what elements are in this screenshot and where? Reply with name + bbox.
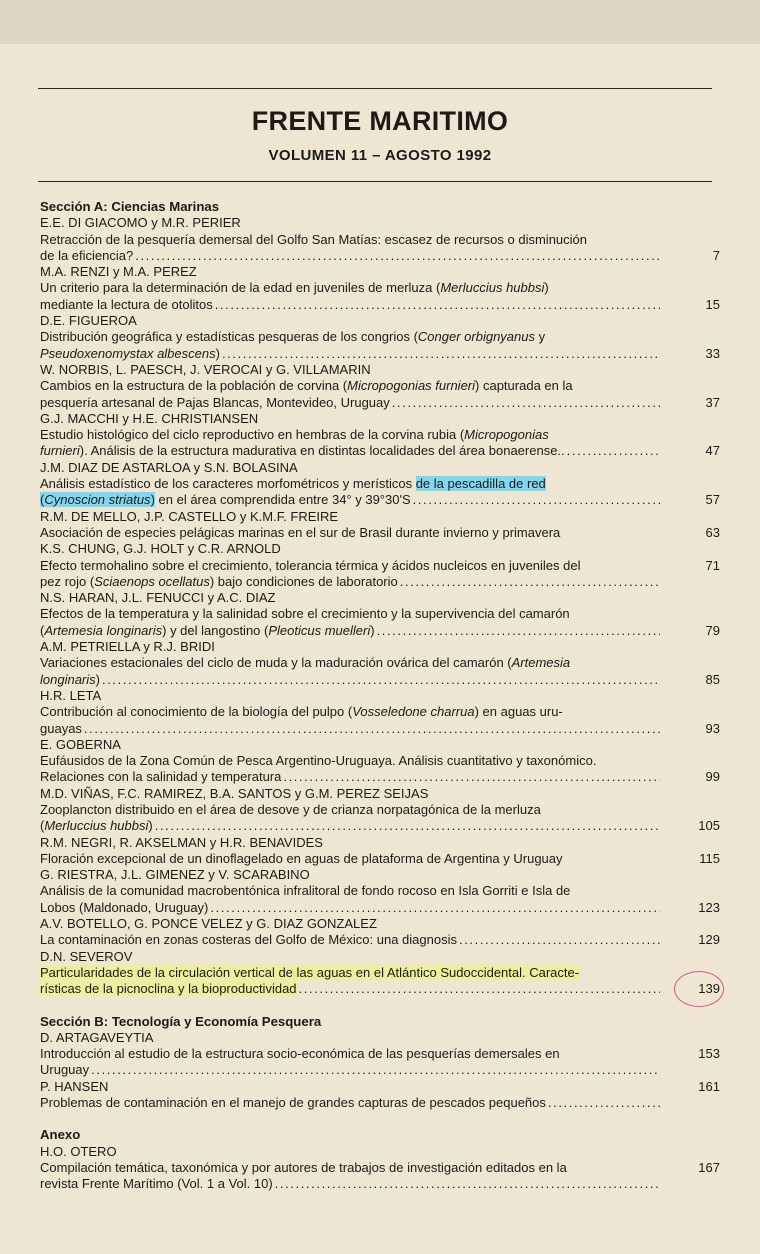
entry-title-line bbox=[40, 574, 660, 590]
entry-title bbox=[40, 378, 660, 411]
entry-title-line bbox=[40, 248, 660, 264]
section-gap bbox=[40, 998, 720, 1014]
toc-section bbox=[40, 1111, 720, 1192]
entry-page-number: 93 bbox=[705, 720, 720, 736]
entry-page-number: 71 bbox=[705, 557, 720, 573]
species-name: Micropogonias bbox=[464, 427, 549, 443]
entry-page-number: 129 bbox=[698, 932, 720, 948]
entry-title-line bbox=[40, 280, 660, 296]
species-name: Cynoscion striatus bbox=[44, 492, 151, 508]
entry-page-number: 37 bbox=[705, 394, 720, 410]
entry-authors: A.V. BOTELLO, G. PONCE VELEZ y G. DIAZ GONZALEZ bbox=[40, 916, 377, 932]
entry-page-number: 115 bbox=[699, 850, 720, 866]
toc-section bbox=[40, 199, 720, 998]
entry-page-number: 7 bbox=[712, 247, 720, 263]
title-text: Análisis estadístico de los caracteres morfométricos y merísticos bbox=[40, 476, 416, 492]
species-name: Merluccius hubbsi bbox=[44, 818, 149, 834]
title-text: ) bbox=[370, 622, 375, 638]
entry-page-number: 167 bbox=[698, 1160, 720, 1176]
entry-title-line bbox=[40, 606, 660, 622]
title-text: Contribución al conocimiento de la biología del pulpo ( bbox=[40, 704, 353, 720]
title-text: La contaminación en zonas costeras del Golfo de México: una diagnosis bbox=[40, 932, 457, 948]
toc-entry[interactable] bbox=[40, 1030, 720, 1079]
entry-title-line bbox=[40, 1095, 660, 1111]
title-text: ) capturada en la bbox=[475, 378, 573, 394]
toc-entry[interactable] bbox=[40, 509, 720, 542]
title-text: Distribución geográfica y estadísticas pesqueras de los congrios ( bbox=[40, 329, 418, 345]
title-text: Uruguay bbox=[40, 1062, 90, 1078]
entry-title-line bbox=[40, 443, 660, 459]
entry-authors: R.M. DE MELLO, J.P. CASTELLO y K.M.F. FREIRE bbox=[40, 508, 339, 524]
entry-title-line bbox=[40, 672, 660, 688]
entry-page-number: 99 bbox=[705, 769, 720, 785]
entry-title bbox=[40, 965, 660, 998]
toc-entry[interactable] bbox=[40, 460, 720, 509]
toc-entry[interactable] bbox=[40, 1079, 720, 1112]
entry-page-number: 57 bbox=[705, 492, 720, 508]
entry-title bbox=[40, 655, 660, 688]
entry-title-line bbox=[40, 297, 660, 313]
entry-page-number: 85 bbox=[705, 671, 720, 687]
entry-page-number: 161 bbox=[698, 1079, 720, 1095]
title-text: Compilación temática, taxonómica y por autores de trabajos de investigación editados en la bbox=[40, 1159, 567, 1175]
entry-title-line bbox=[40, 623, 660, 639]
title-text: Un criterio para la determinación de la edad en juveniles de merluza ( bbox=[40, 280, 441, 296]
species-name: Pleoticus muelleri bbox=[268, 622, 371, 638]
page-number-circle-mark bbox=[674, 971, 724, 1007]
entry-title-line bbox=[40, 655, 660, 671]
entry-title-line bbox=[40, 1160, 660, 1176]
toc-entry[interactable] bbox=[40, 949, 720, 998]
title-text: Relaciones con la salinidad y temperatura bbox=[40, 769, 282, 785]
title-text: en el área comprendida entre 34° y 39°30'S bbox=[154, 492, 411, 508]
toc-entry[interactable] bbox=[40, 362, 720, 411]
toc-entry[interactable] bbox=[40, 737, 720, 786]
entry-authors: G.J. MACCHI y H.E. CHRISTIANSEN bbox=[40, 410, 259, 426]
entry-title bbox=[40, 1160, 660, 1193]
title-text: de la pescadilla de red bbox=[415, 476, 546, 492]
entry-title-line bbox=[40, 900, 660, 916]
entry-authors: K.S. CHUNG, G.J. HOLT y C.R. ARNOLD bbox=[40, 541, 281, 557]
top-rule bbox=[38, 88, 712, 89]
title-text: ( bbox=[40, 622, 45, 638]
title-text: Introducción al estudio de la estructura socio-económica de las pesquerías demersales en bbox=[40, 1046, 560, 1062]
title-text: Efectos de la temperatura y la salinidad sobre el crecimiento y la supervivencia del camarón bbox=[40, 606, 570, 622]
entry-title-line bbox=[40, 1176, 660, 1192]
entry-title bbox=[40, 427, 660, 460]
title-text: guayas bbox=[40, 720, 82, 736]
title-text: ) bbox=[150, 492, 155, 508]
toc-entry[interactable] bbox=[40, 867, 720, 916]
entry-title-line bbox=[40, 965, 660, 981]
title-text: ( bbox=[40, 818, 45, 834]
entry-title-line bbox=[40, 395, 660, 411]
entry-title-line bbox=[40, 981, 660, 997]
entry-title-line bbox=[40, 492, 660, 508]
title-text: Lobos (Maldonado, Uruguay) bbox=[40, 899, 209, 915]
title-text: Análisis de la comunidad macrobentónica infralitoral de fondo rocoso en Isla Gorriti e Isla de bbox=[40, 883, 571, 899]
entry-title bbox=[40, 232, 660, 265]
title-text: ) bbox=[148, 818, 153, 834]
entry-page-number: 139 bbox=[660, 981, 720, 997]
toc-entry[interactable] bbox=[40, 264, 720, 313]
journal-title: FRENTE MARITIMO bbox=[251, 106, 509, 136]
entry-title bbox=[40, 329, 660, 362]
entry-title bbox=[40, 883, 660, 916]
toc-entry[interactable] bbox=[40, 639, 720, 688]
entry-title bbox=[40, 606, 660, 639]
species-name: furnieri bbox=[40, 443, 80, 459]
species-name: Artemesia bbox=[511, 655, 571, 671]
species-name: Micropogonias furnieri bbox=[347, 378, 476, 394]
species-name: Merluccius hubbsi bbox=[440, 280, 545, 296]
entry-authors: J.M. DIAZ DE ASTARLOA y S.N. BOLASINA bbox=[40, 459, 298, 475]
toc-entry[interactable] bbox=[40, 786, 720, 835]
species-name: Conger orbignyanus bbox=[417, 329, 535, 345]
header-bottom-rule bbox=[38, 181, 712, 182]
species-name: Vosseledone charrua bbox=[352, 704, 475, 720]
entry-title-line bbox=[40, 818, 660, 834]
title-text: pez rojo ( bbox=[40, 573, 95, 589]
title-text: revista Frente Marítimo (Vol. 1 a Vol. 10) bbox=[40, 1176, 273, 1192]
entry-page-number: 33 bbox=[705, 345, 720, 361]
section-heading: Sección B: Tecnología y Economía Pesquera bbox=[40, 1013, 322, 1029]
title-text: ). Análisis de la estructura madurativa en distintas localidades del área bonaerense.. bbox=[79, 443, 565, 459]
entry-title-line bbox=[40, 721, 660, 737]
entry-title-line bbox=[40, 525, 660, 541]
entry-title-line bbox=[40, 427, 660, 443]
toc-entry[interactable] bbox=[40, 411, 720, 460]
entry-authors: N.S. HARAN, J.L. FENUCCI y A.C. DIAZ bbox=[40, 590, 276, 606]
entry-page-number: 105 bbox=[698, 818, 720, 834]
entry-title bbox=[40, 851, 660, 867]
toc-entry[interactable] bbox=[40, 1144, 720, 1193]
title-text: Retracción de la pesquería demersal del Golfo San Matías: escasez de recursos o disminución bbox=[40, 231, 588, 247]
entry-authors: R.M. NEGRI, R. AKSELMAN y H.R. BENAVIDES bbox=[40, 834, 323, 850]
title-text: mediante la lectura de otolitos bbox=[40, 296, 213, 312]
entry-title-line bbox=[40, 753, 660, 769]
table-of-contents bbox=[40, 199, 720, 1193]
toc-entry[interactable] bbox=[40, 590, 720, 639]
title-text: y bbox=[535, 329, 546, 345]
title-text: Floración excepcional de un dinoflagelado en aguas de plataforma de Argentina y Uruguay bbox=[40, 850, 563, 866]
entry-title-line bbox=[40, 769, 660, 785]
title-text: Variaciones estacionales del ciclo de muda y la maduración ovárica del camarón ( bbox=[40, 655, 512, 671]
entry-title-line bbox=[40, 232, 660, 248]
entry-authors: H.R. LETA bbox=[40, 687, 102, 703]
title-text: ) bbox=[544, 280, 549, 296]
entry-title-line bbox=[40, 1062, 660, 1078]
entry-authors: E. GOBERNA bbox=[40, 736, 121, 752]
entry-authors: H.O. OTERO bbox=[40, 1143, 117, 1159]
entry-title bbox=[40, 932, 660, 948]
title-text: ) y del langostino ( bbox=[162, 622, 269, 638]
species-name: longinaris bbox=[40, 671, 96, 687]
entry-title bbox=[40, 1095, 660, 1111]
entry-page-number: 123 bbox=[698, 899, 720, 915]
title-text: Efecto termohalino sobre el crecimiento, tolerancia térmica y ácidos nucleicos en juveniles del bbox=[40, 557, 581, 573]
title-text: ) bbox=[215, 345, 220, 361]
toc-section bbox=[40, 998, 720, 1112]
title-text: ) bajo condiciones de laboratorio bbox=[209, 573, 398, 589]
section-heading: Sección A: Ciencias Marinas bbox=[40, 199, 220, 214]
entry-authors: D. ARTAGAVEYTIA bbox=[40, 1029, 154, 1045]
entry-title-line bbox=[40, 1046, 660, 1062]
toc-entry[interactable] bbox=[40, 541, 720, 590]
toc-entry[interactable] bbox=[40, 688, 720, 737]
entry-authors: P. HANSEN bbox=[40, 1078, 109, 1094]
entry-title-line bbox=[40, 476, 660, 492]
title-text: pesquería artesanal de Pajas Blancas, Montevideo, Uruguay bbox=[40, 394, 390, 410]
section-gap bbox=[40, 1111, 720, 1127]
species-name: Pseudoxenomystax albescens bbox=[40, 345, 216, 361]
entry-title bbox=[40, 476, 660, 509]
entry-authors: W. NORBIS, L. PAESCH, J. VEROCAI y G. VILLAMARIN bbox=[40, 361, 371, 377]
volume-subtitle: VOLUMEN 11 – AGOSTO 1992 bbox=[268, 147, 492, 164]
entry-title-line bbox=[40, 851, 660, 867]
entry-page-number: 47 bbox=[705, 443, 720, 459]
entry-title-line bbox=[40, 704, 660, 720]
entry-title-line bbox=[40, 883, 660, 899]
title-text: rísticas de la picnoclina y la bioproductividad bbox=[40, 981, 297, 997]
entry-page-number: 153 bbox=[698, 1046, 720, 1062]
entry-title bbox=[40, 753, 660, 786]
entry-title-line bbox=[40, 378, 660, 394]
entry-title-line bbox=[40, 329, 660, 345]
entry-page-number: 63 bbox=[705, 524, 720, 540]
title-text: ) en aguas uru- bbox=[474, 704, 563, 720]
title-text: Particularidades de la circulación vertical de las aguas en el Atlántico Sudoccidental. Caracte- bbox=[40, 964, 580, 980]
title-text: Estudio histológico del ciclo reproductivo en hembras de la corvina rubia ( bbox=[40, 427, 465, 443]
title-text: Asociación de especies pelágicas marinas en el sur de Brasil durante invierno y primavera bbox=[40, 524, 561, 540]
title-text: de la eficiencia? bbox=[40, 247, 134, 263]
section-heading: Anexo bbox=[40, 1127, 81, 1143]
entry-title-line bbox=[40, 346, 660, 362]
entry-title bbox=[40, 525, 660, 541]
toc-entry[interactable] bbox=[40, 313, 720, 362]
toc-entry[interactable] bbox=[40, 916, 720, 949]
toc-entry[interactable] bbox=[40, 215, 720, 264]
title-text: Cambios en la estructura de la población de corvina ( bbox=[40, 378, 348, 394]
title-text: Eufáusidos de la Zona Común de Pesca Argentino-Uruguaya. Análisis cuantitativo y taxonómico. bbox=[40, 753, 597, 769]
entry-title-line bbox=[40, 802, 660, 818]
title-text: Problemas de contaminación en el manejo de grandes capturas de pescados pequeños bbox=[40, 1095, 546, 1111]
top-margin-band bbox=[0, 0, 760, 44]
entry-authors: D.E. FIGUEROA bbox=[40, 313, 137, 329]
entry-title-line bbox=[40, 558, 660, 574]
entry-page-number: 15 bbox=[705, 296, 720, 312]
title-text: ) bbox=[95, 671, 100, 687]
entry-authors: G. RIESTRA, J.L. GIMENEZ y V. SCARABINO bbox=[40, 867, 310, 883]
entry-authors: E.E. DI GIACOMO y M.R. PERIER bbox=[40, 215, 241, 231]
title-text: Zooplancton distribuido en el área de desove y de crianza norpatagónica de la merluza bbox=[40, 801, 541, 817]
entry-title bbox=[40, 558, 660, 591]
entry-title bbox=[40, 280, 660, 313]
entry-authors: D.N. SEVEROV bbox=[40, 948, 133, 964]
entry-title bbox=[40, 802, 660, 835]
entry-authors: M.A. RENZI y M.A. PEREZ bbox=[40, 264, 197, 280]
entry-title-line bbox=[40, 932, 660, 948]
species-name: Artemesia longinaris bbox=[44, 622, 163, 638]
title-text: ( bbox=[40, 492, 45, 508]
species-name: Sciaenops ocellatus bbox=[94, 573, 210, 589]
entry-title bbox=[40, 1046, 660, 1079]
entry-title bbox=[40, 704, 660, 737]
entry-authors: A.M. PETRIELLA y R.J. BRIDI bbox=[40, 639, 215, 655]
toc-entry[interactable] bbox=[40, 835, 720, 868]
entry-authors: M.D. VIÑAS, F.C. RAMIREZ, B.A. SANTOS y G.M. PEREZ SEIJAS bbox=[40, 785, 429, 801]
entry-page-number: 79 bbox=[705, 622, 720, 638]
